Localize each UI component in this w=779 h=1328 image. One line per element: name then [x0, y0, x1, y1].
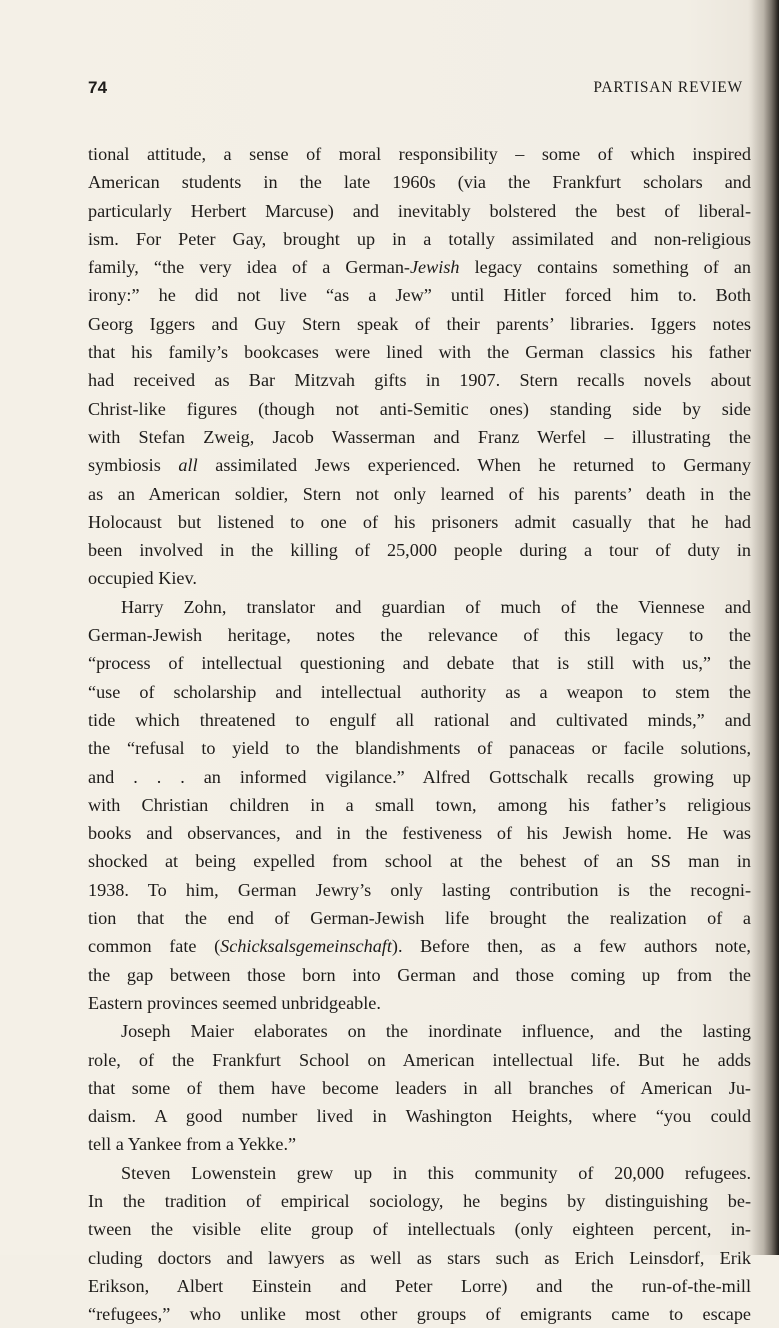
text-line: American students in the late 1960s (via the Frankfurt scholars and	[88, 172, 751, 193]
page-number: 74	[88, 78, 108, 97]
text-line: “use of scholarship and intellectual authority as a weapon to stem the	[88, 681, 751, 702]
text-segment: legacy contains something of an	[459, 257, 751, 278]
text-segment: symbiosis	[88, 455, 179, 476]
text-line: “process of intellectual questioning and debate that is still with us,” the	[88, 653, 751, 674]
text-line	[88, 932, 751, 960]
text-line: and . . . an informed vigilance.” Alfred Gottschalk recalls growing up	[88, 766, 751, 787]
text-line: cluding doctors and lawyers as well as stars such as Erich Leinsdorf, Erik	[88, 1247, 751, 1268]
text-line: the “refusal to yield to the blandishments of panaceas or facile solutions,	[88, 738, 751, 759]
text-line: occupied Kiev.	[88, 568, 197, 589]
text-line: tional attitude, a sense of moral responsibility – some of which inspired	[88, 144, 751, 164]
text-line: the gap between those born into German and those coming up from the	[88, 964, 751, 985]
text-line: Holocaust but listened to one of his prisoners admit casually that he had	[88, 511, 751, 532]
text-line	[88, 451, 751, 479]
text-line	[88, 253, 751, 281]
text-line: that his family’s bookcases were lined with the German classics his father	[88, 342, 751, 363]
page-header	[88, 78, 743, 102]
body-text	[88, 140, 751, 1328]
paragraph-first-line: Joseph Maier elaborates on the inordinate influence, and the lasting	[121, 1021, 751, 1042]
text-line: daism. A good number lived in Washington Heights, where “you could	[88, 1106, 751, 1127]
text-segment: common fate (	[88, 936, 221, 957]
text-line: shocked at being expelled from school at the behest of an SS man in	[88, 851, 751, 872]
text-line: tell a Yankee from a Yekke.”	[88, 1134, 297, 1155]
text-line: with Christian children in a small town, among his father’s religious	[88, 794, 751, 815]
text-line: Georg Iggers and Guy Stern speak of their parents’ libraries. Iggers notes	[88, 313, 751, 334]
text-line: ism. For Peter Gay, brought up in a totally assimilated and non-religious	[88, 228, 751, 249]
text-line: 1938. To him, German Jewry’s only lasting contribution is the recogni-	[88, 879, 751, 900]
italic-word: Jewish	[409, 257, 460, 278]
text-segment: family, “the very idea of a German-	[88, 257, 410, 278]
text-line: particularly Herbert Marcuse) and inevitably bolstered the best of liberal-	[88, 200, 751, 221]
text-line: had received as Bar Mitzvah gifts in 1907. Stern recalls novels about	[88, 370, 751, 391]
text-segment: ). Before then, as a few authors note,	[391, 936, 751, 957]
text-line: Christ-like figures (though not anti-Semitic ones) standing side by side	[88, 398, 751, 419]
text-line: been involved in the killing of 25,000 people during a tour of duty in	[88, 540, 751, 561]
text-line: tide which threatened to engulf all rational and cultivated minds,” and	[88, 709, 751, 730]
text-line: tion that the end of German-Jewish life brought the realization of a	[88, 908, 751, 929]
text-line: that some of them have become leaders in all branches of American Ju-	[88, 1077, 751, 1098]
paragraph-first-line: Harry Zohn, translator and guardian of much of the Viennese and	[121, 596, 751, 617]
text-line: books and observances, and in the festiveness of his Jewish home. He was	[88, 823, 751, 844]
page-binding-shadow	[751, 0, 779, 1255]
paragraph-first-line: Steven Lowenstein grew up in this community of 20,000 refugees.	[121, 1162, 751, 1183]
text-line: as an American soldier, Stern not only learned of his parents’ death in the	[88, 483, 751, 504]
text-line: irony:” he did not live “as a Jew” until Hitler forced him to. Both	[88, 285, 751, 306]
text-line: In the tradition of empirical sociology, he begins by distinguishing be-	[88, 1190, 751, 1211]
text-line: tween the visible elite group of intellectuals (only eighteen percent, in-	[88, 1219, 751, 1240]
text-line: role, of the Frankfurt School on American intellectual life. But he adds	[88, 1049, 751, 1070]
text-segment: assimilated Jews experienced. When he returned to Germany	[197, 455, 751, 476]
italic-word: all	[178, 455, 198, 476]
italic-word: Schicksalsgemeinschaft	[220, 936, 392, 957]
text-line: “refugees,” who unlike most other groups of emigrants came to escape	[88, 1304, 751, 1325]
text-line: Eastern provinces seemed unbridgeable.	[88, 992, 381, 1013]
text-line: German-Jewish heritage, notes the relevance of this legacy to the	[88, 625, 751, 646]
text-line: with Stefan Zweig, Jacob Wasserman and Franz Werfel – illustrating the	[88, 426, 751, 447]
running-head: PARTISAN REVIEW	[593, 79, 743, 96]
text-line: Erikson, Albert Einstein and Peter Lorre) and the run-of-the-mill	[88, 1275, 751, 1296]
